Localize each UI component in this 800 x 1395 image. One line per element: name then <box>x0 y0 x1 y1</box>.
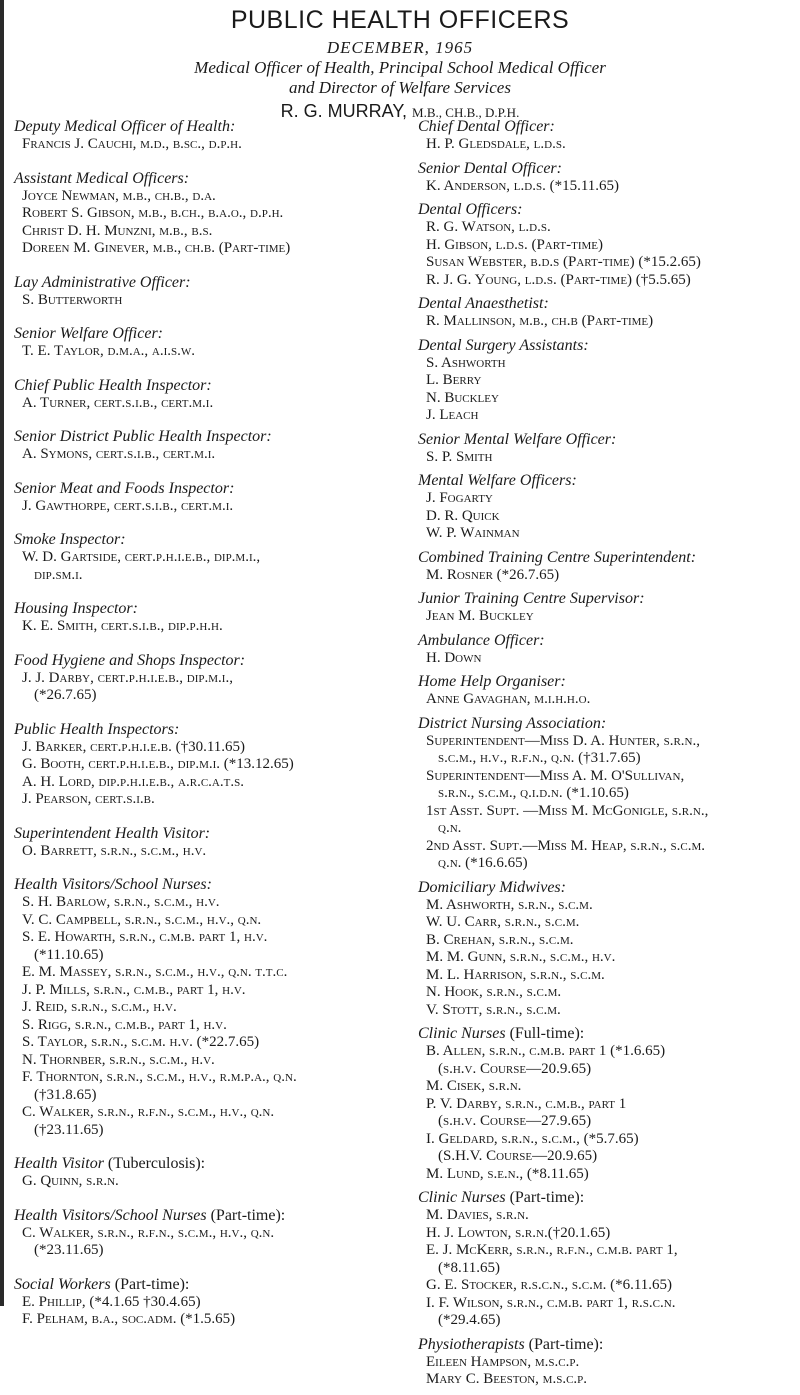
staff-entry: S. E. Howarth, s.r.n., c.m.b. part 1, h.v. <box>22 929 268 945</box>
staff-entry: (*11.10.65) <box>34 946 104 963</box>
staff-entry: Susan Webster, b.d.s (Part-time) (*15.2.65) <box>426 254 701 270</box>
section-title <box>418 160 800 178</box>
staff-entry: E. M. Massey, s.r.n., s.c.m., h.v., q.n. t.t.c. <box>22 964 288 980</box>
staff-entry: q.n. (*16.6.65) <box>438 855 528 871</box>
staff-entry: I. F. Wilson, s.r.n., c.m.b. part 1, r.s.c.n. <box>426 1294 676 1311</box>
staff-entry: I. Geldard, s.r.n., s.c.m., (*5.7.65) <box>426 1130 639 1147</box>
staff-entry: q.n. <box>438 820 462 836</box>
section-title-text: Health Visitors/School Nurses <box>14 1206 207 1224</box>
staff-entry: J. Reid, s.r.n., s.c.m., h.v. <box>22 999 177 1015</box>
section-title <box>418 431 800 449</box>
staff-entry: K. Anderson, l.d.s. (*15.11.65) <box>426 177 620 194</box>
section-title-text: Mental Welfare Officers: <box>418 472 577 489</box>
staff-entry: G. E. Stocker, r.s.c.n., s.c.m. (*6.11.65) <box>426 1277 673 1293</box>
staff-entry: F. Pelham, b.a., soc.adm. (*1.5.65) <box>22 1311 236 1327</box>
staff-entry: S. P. Smith <box>426 448 493 465</box>
staff-entry: T. E. Taylor, d.m.a., a.i.s.w. <box>22 343 196 359</box>
staff-entry: E. J. McKerr, s.r.n., r.f.n., c.m.b. part 1, <box>426 1242 678 1258</box>
staff-entry: O. Barrett, s.r.n., s.c.m., h.v. <box>22 842 207 859</box>
section-chief-dental-officer <box>418 118 800 154</box>
section-title <box>418 673 800 691</box>
staff-entry: N. Hook, s.r.n., s.c.m. <box>426 984 562 1000</box>
section-title <box>14 428 394 446</box>
staff-entry: H. Down <box>426 649 482 666</box>
section-senior-mental-welfare-officer <box>418 431 800 467</box>
section-title-text: Health Visitor <box>14 1155 104 1172</box>
staff-entry: M. Cisek, s.r.n. <box>426 1078 522 1094</box>
head-officer-name: R. G. MURRAY, <box>280 101 408 121</box>
staff-entry: R. J. G. Young, l.d.s. (Part-time) (†5.5.65) <box>426 271 691 288</box>
section-title-text: Senior Meat and Foods Inspector: <box>14 479 235 497</box>
section-title <box>14 1207 394 1225</box>
staff-entry: H. Gibson, l.d.s. (Part-time) <box>426 236 604 253</box>
staff-entry: (s.h.v. Course—20.9.65) <box>438 1060 592 1077</box>
section-physiotherapists-part-time <box>418 1336 800 1389</box>
document-date: DECEMBER, 1965 <box>326 38 474 57</box>
staff-entry: J. J. Darby, cert.p.h.i.e.b., dip.m.i., <box>22 669 233 686</box>
staff-entry: H. J. Lowton, s.r.n.(†20.1.65) <box>426 1224 611 1241</box>
section-housing-inspector <box>14 600 394 636</box>
staff-entry: dip.sm.i. <box>34 566 83 583</box>
section-clinic-nurses-part-time <box>418 1189 800 1330</box>
section-title-text: Ambulance Officer: <box>418 631 545 649</box>
section-title-text: Assistant Medical Officers: <box>14 169 190 187</box>
section-smoke-inspector <box>14 531 394 584</box>
staff-entry: N. Buckley <box>426 389 499 406</box>
section-home-help-organiser <box>418 673 800 709</box>
section-title <box>14 600 394 618</box>
staff-entry: K. E. Smith, cert.s.i.b., dip.p.h.h. <box>22 618 223 634</box>
staff-entry: R. G. Watson, l.d.s. <box>426 219 551 235</box>
staff-entry: s.c.m., h.v., r.f.n., q.n. (†31.7.65) <box>438 750 641 766</box>
section-title-text: Senior Dental Officer: <box>418 159 562 177</box>
section-title-text: Senior District Public Health Inspector: <box>14 428 272 445</box>
staff-entry: P. V. Darby, s.r.n., c.m.b., part 1 <box>426 1095 627 1112</box>
staff-entry: J. Barker, cert.p.h.i.e.b. (†30.11.65) <box>22 738 246 755</box>
section-deputy-medical-officer-of-health <box>14 118 394 154</box>
section-title-text: Clinic Nurses <box>418 1189 506 1206</box>
section-title-text: Chief Dental Officer: <box>418 118 555 135</box>
section-title-note: (Part-time): <box>206 1206 286 1224</box>
section-title-text: District Nursing Association: <box>418 714 607 732</box>
staff-entry: Superintendent—Miss A. M. O'Sullivan, <box>426 767 685 784</box>
section-title-text: Lay Administrative Officer: <box>14 273 191 291</box>
section-senior-dental-officer <box>418 160 800 196</box>
section-title <box>418 1336 800 1354</box>
head-officer-qualifications: M.B., CH.B., D.P.H. <box>412 105 520 120</box>
section-title <box>418 1189 800 1207</box>
staff-entry: J. Leach <box>426 407 479 423</box>
staff-entry: M. Ashworth, s.r.n., s.c.m. <box>426 896 593 913</box>
staff-entry: W. P. Wainman <box>426 525 520 541</box>
staff-entry: B. Crehan, s.r.n., s.c.m. <box>426 931 574 948</box>
staff-entry: Eileen Hampson, m.s.c.p. <box>426 1353 580 1370</box>
staff-entry: s.r.n., s.c.m., q.i.d.n. (*1.10.65) <box>438 785 629 801</box>
section-title <box>14 1155 394 1173</box>
staff-entry: M. L. Harrison, s.r.n., s.c.m. <box>426 966 605 983</box>
section-title <box>418 879 800 897</box>
staff-entry: W. U. Carr, s.r.n., s.c.m. <box>426 914 580 930</box>
section-mental-welfare-officers <box>418 472 800 543</box>
section-title-text: Superintendent Health Visitor: <box>14 824 211 842</box>
section-title <box>14 876 394 894</box>
staff-entry: M. Rosner (*26.7.65) <box>426 566 560 583</box>
section-title <box>418 590 800 608</box>
head-role-line-2: and Director of Welfare Services <box>289 78 511 97</box>
staff-entry: 1st Asst. Supt. —Miss M. McGonigle, s.r.n., <box>426 802 709 819</box>
section-title-text: Senior Mental Welfare Officer: <box>418 430 617 448</box>
section-title-note: (Part-time): <box>505 1189 585 1206</box>
section-title <box>14 377 394 395</box>
document-title: PUBLIC HEALTH OFFICERS <box>230 6 570 34</box>
staff-entry: Christ D. H. Munzni, m.b., b.s. <box>22 222 213 239</box>
section-title-text: Physiotherapists <box>418 1335 525 1353</box>
head-role-line-1: Medical Officer of Health, Principal School Medical Officer <box>194 58 606 77</box>
staff-entry: S. Taylor, s.r.n., s.c.m. h.v. (*22.7.65) <box>22 1034 260 1050</box>
binding-edge <box>0 0 4 1306</box>
staff-entry: (s.h.v. Course—27.9.65) <box>438 1113 592 1129</box>
section-title <box>418 715 800 733</box>
staff-entry: H. P. Gledsdale, l.d.s. <box>426 136 566 152</box>
left-column <box>14 118 394 1345</box>
section-title <box>418 472 800 490</box>
staff-entry: 2nd Asst. Supt.—Miss M. Heap, s.r.n., s.c.m. <box>426 837 706 854</box>
section-title <box>418 295 800 313</box>
staff-entry: G. Quinn, s.r.n. <box>22 1173 119 1189</box>
section-title <box>418 118 800 136</box>
staff-entry: S. H. Barlow, s.r.n., s.c.m., h.v. <box>22 894 220 910</box>
staff-entry: (*8.11.65) <box>438 1259 500 1276</box>
section-title-text: Combined Training Centre Superintendent: <box>418 548 697 566</box>
section-title-text: Food Hygiene and Shops Inspector: <box>14 651 246 669</box>
section-title <box>14 118 394 136</box>
staff-entry: S. Ashworth <box>426 354 506 371</box>
staff-entry: (S.H.V. Course—20.9.65) <box>438 1148 598 1164</box>
section-title <box>14 325 394 343</box>
staff-entry: Anne Gavaghan, m.i.h.h.o. <box>426 691 591 707</box>
section-title-note: (Part-time): <box>110 1275 190 1293</box>
staff-entry: A. Turner, cert.s.i.b., cert.m.i. <box>22 394 214 411</box>
section-title <box>418 549 800 567</box>
section-health-visitor-tuberculosis <box>14 1155 394 1191</box>
section-superintendent-health-visitor <box>14 825 394 861</box>
staff-entry: J. Fogarty <box>426 490 493 506</box>
staff-entry: J. Pearson, cert.s.i.b. <box>22 791 155 807</box>
section-public-health-inspectors <box>14 721 394 809</box>
section-title-text: Home Help Organiser: <box>418 673 566 690</box>
staff-entry: M. M. Gunn, s.r.n., s.c.m., h.v. <box>426 949 616 965</box>
section-food-hygiene-and-shops-inspector <box>14 652 394 705</box>
staff-entry: B. Allen, s.r.n., c.m.b. part 1 (*1.6.65) <box>426 1043 666 1059</box>
staff-entry: (†23.11.65) <box>34 1121 104 1138</box>
staff-entry: V. C. Campbell, s.r.n., s.c.m., h.v., q.n. <box>22 911 262 928</box>
section-title <box>14 274 394 292</box>
section-district-nursing-association <box>418 715 800 873</box>
section-title-text: Dental Officers: <box>418 201 523 218</box>
staff-entry: C. Walker, s.r.n., r.f.n., s.c.m., h.v., q.n. <box>22 1224 275 1241</box>
staff-entry: Robert S. Gibson, m.b., b.ch., b.a.o., d.p.h. <box>22 205 284 221</box>
staff-entry: (*26.7.65) <box>34 687 97 703</box>
staff-entry: Joyce Newman, m.b., ch.b., d.a. <box>22 187 216 204</box>
right-column <box>418 118 800 1395</box>
staff-entry: Francis J. Cauchi, m.d., b.sc., d.p.h. <box>22 136 242 152</box>
section-title-note: (Tuberculosis): <box>103 1155 206 1172</box>
staff-entry: A. Symons, cert.s.i.b., cert.m.i. <box>22 446 216 462</box>
section-dental-officers <box>418 201 800 289</box>
section-lay-administrative-officer <box>14 274 394 310</box>
section-title-text: Dental Surgery Assistants: <box>418 336 589 354</box>
section-senior-meat-and-foods-inspector <box>14 480 394 516</box>
staff-entry: J. P. Mills, s.r.n., c.m.b., part 1, h.v. <box>22 981 246 998</box>
section-title <box>14 480 394 498</box>
section-title <box>14 170 394 188</box>
staff-entry: W. D. Gartside, cert.p.h.i.e.b., dip.m.i., <box>22 549 261 565</box>
section-title-text: Deputy Medical Officer of Health: <box>14 118 236 135</box>
section-title <box>418 632 800 650</box>
section-title <box>14 531 394 549</box>
section-title-text: Clinic Nurses <box>418 1025 506 1042</box>
staff-entry: Doreen M. Ginever, m.b., ch.b. (Part-time) <box>22 240 291 256</box>
section-health-visitors-school-nurses <box>14 876 394 1139</box>
staff-entry: S. Rigg, s.r.n., c.m.b., part 1, h.v. <box>22 1016 227 1033</box>
section-title-note: (Part-time): <box>524 1335 604 1353</box>
staff-entry: Jean M. Buckley <box>426 608 534 624</box>
section-domiciliary-midwives <box>418 879 800 1020</box>
section-title-text: Social Workers <box>14 1275 111 1293</box>
section-dental-anaesthetist <box>418 295 800 331</box>
staff-entry: S. Butterworth <box>22 291 123 308</box>
section-social-workers-part-time <box>14 1276 394 1329</box>
section-title-text: Dental Anaesthetist: <box>418 295 549 312</box>
section-title-text: Junior Training Centre Supervisor: <box>418 590 645 607</box>
staff-entry: M. Davies, s.r.n. <box>426 1207 529 1223</box>
section-title <box>14 721 394 739</box>
section-title <box>14 652 394 670</box>
staff-entry: R. Mallinson, m.b., ch.b (Part-time) <box>426 313 654 329</box>
section-junior-training-centre-supervisor <box>418 590 800 626</box>
section-title-text: Health Visitors/School Nurses: <box>14 876 212 893</box>
section-clinic-nurses-full-time <box>418 1025 800 1183</box>
staff-entry: J. Gawthorpe, cert.s.i.b., cert.m.i. <box>22 497 234 514</box>
section-title <box>418 337 800 355</box>
section-title-text: Senior Welfare Officer: <box>14 325 164 342</box>
staff-entry: Superintendent—Miss D. A. Hunter, s.r.n., <box>426 732 700 749</box>
staff-entry: D. R. Quick <box>426 507 500 524</box>
staff-entry: M. Lund, s.e.n., (*8.11.65) <box>426 1165 589 1182</box>
section-title <box>14 1276 394 1294</box>
staff-entry: G. Booth, cert.p.h.i.e.b., dip.m.i. (*13.12.65) <box>22 756 294 772</box>
document-header <box>0 4 800 122</box>
section-ambulance-officer <box>418 632 800 668</box>
staff-entry: C. Walker, s.r.n., r.f.n., s.c.m., h.v., q.n. <box>22 1104 275 1120</box>
section-title-note: (Full-time): <box>505 1025 585 1042</box>
staff-entry: F. Thornton, s.r.n., s.c.m., h.v., r.m.p.a., q.n. <box>22 1069 297 1085</box>
section-combined-training-centre-superintendent <box>418 549 800 585</box>
staff-entry: Mary C. Beeston, m.s.c.p. <box>426 1371 588 1387</box>
staff-entry: (*29.4.65) <box>438 1312 501 1328</box>
section-assistant-medical-officers <box>14 170 394 258</box>
section-title <box>418 1025 800 1043</box>
staff-entry: E. Phillip, (*4.1.65 †30.4.65) <box>22 1293 201 1310</box>
staff-entry: L. Berry <box>426 372 482 388</box>
section-senior-welfare-officer <box>14 325 394 361</box>
staff-entry: (*23.11.65) <box>34 1242 104 1258</box>
staff-entry: A. H. Lord, dip.p.h.i.e.b., a.r.c.a.t.s. <box>22 773 244 790</box>
section-title-text: Public Health Inspectors: <box>14 720 180 738</box>
staff-entry: (†31.8.65) <box>34 1086 97 1103</box>
section-health-visitors-school-nurses-part-time <box>14 1207 394 1260</box>
staff-entry: N. Thornber, s.r.n., s.c.m., h.v. <box>22 1051 215 1068</box>
section-title <box>418 201 800 219</box>
section-senior-district-public-health-inspector <box>14 428 394 464</box>
section-title-text: Smoke Inspector: <box>14 531 126 548</box>
section-title-text: Chief Public Health Inspector: <box>14 376 212 394</box>
section-dental-surgery-assistants <box>418 337 800 425</box>
staff-entry: V. Stott, s.r.n., s.c.m. <box>426 1001 561 1018</box>
section-title-text: Domiciliary Midwives: <box>418 878 566 896</box>
section-title-text: Housing Inspector: <box>14 600 138 617</box>
section-title <box>14 825 394 843</box>
section-chief-public-health-inspector <box>14 377 394 413</box>
